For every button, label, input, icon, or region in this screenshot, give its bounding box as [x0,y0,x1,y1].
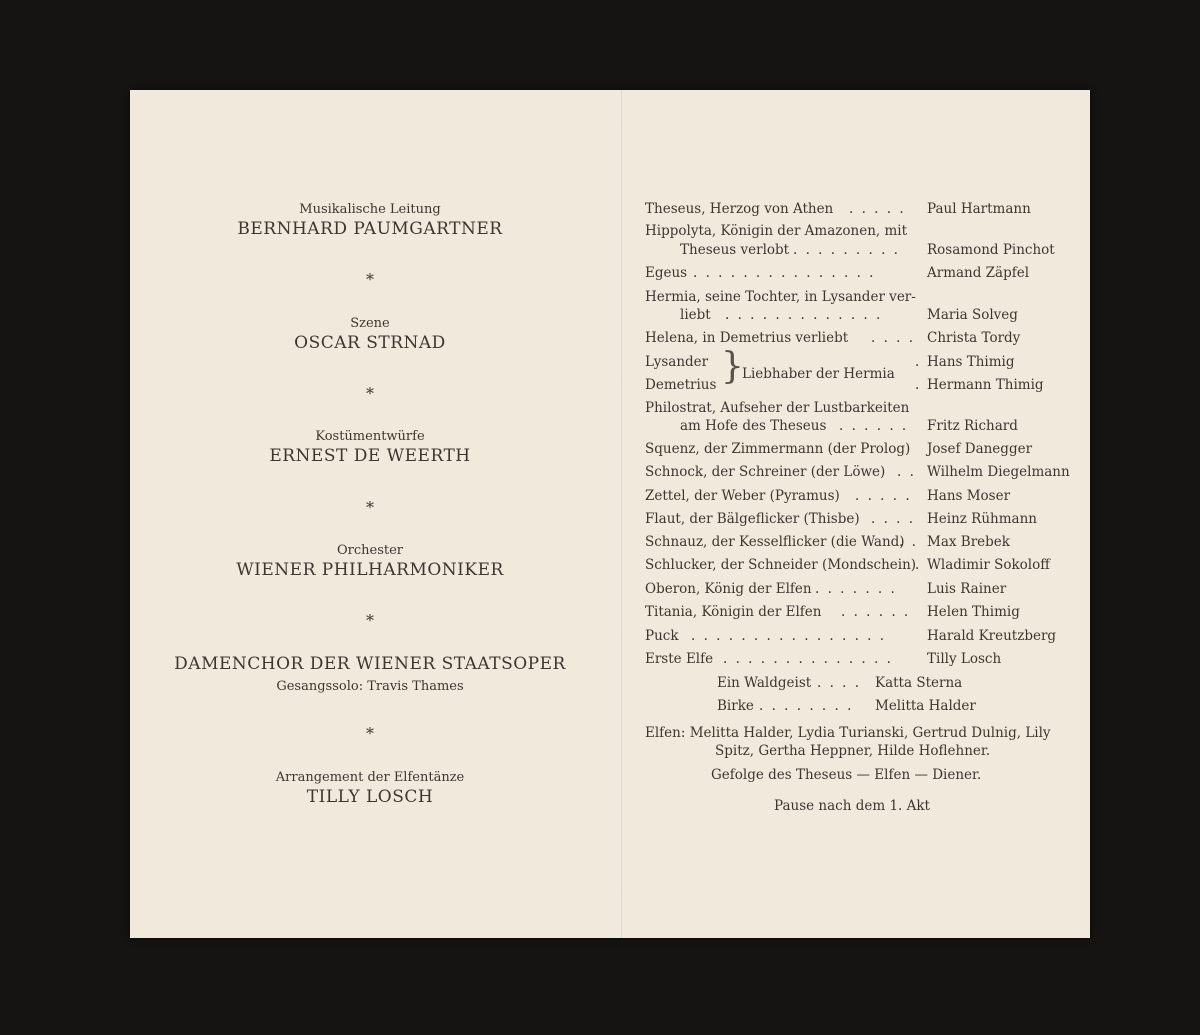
character-name: Ein Waldgeist [717,675,812,691]
actor-name: Fritz Richard [927,418,1018,434]
character-name: Helena, in Demetrius verliebt [645,330,849,346]
cast-row [645,581,1075,601]
character-name: Theseus verlobt [680,242,790,258]
cast-row [645,488,1075,508]
leader-dots: . . . . . . . . . . . . . . . [693,265,876,281]
cast-row [645,418,1075,438]
leader-dots: . . . . . . . [815,581,897,597]
actor-name: Wladimir Sokoloff [927,557,1050,573]
actor-name: Katta Sterna [875,675,963,691]
character-name: Philostrat, Aufseher der Lustbarkeiten [645,400,910,416]
separator-star: * [366,724,374,743]
character-name: Squenz, der Zimmermann (der Prolog) [645,441,911,457]
character-name: am Hofe des Theseus [680,418,827,434]
cast-row [645,604,1075,624]
credit-role: Orchester [336,543,404,558]
actor-name: Max Brebek [927,534,1010,550]
cast-row [645,307,1075,327]
shared-role: Liebhaber der Hermia [742,366,895,382]
credit-scene [130,315,610,355]
character-name: Hippolyta, Königin der Amazonen, mit [645,223,908,239]
credit-name: ERNEST DE WEERTH [269,446,471,466]
character-name: Theseus, Herzog von Athen [645,201,834,217]
leader-dots: . . [897,464,916,480]
actor-name: Maria Solveg [927,307,1018,323]
actor-name: Luis Rainer [927,581,1007,597]
leader-dots: . . . . . . . . . [793,242,900,258]
leader-dots: . . . . . [855,488,912,504]
separator-star: * [366,611,374,630]
character-name: Puck [645,628,679,644]
character-name: Schnock, der Schreiner (der Löwe) [645,464,886,480]
separator-star: * [366,384,374,403]
cast-row [645,628,1075,648]
character-name: Lysander [645,354,709,370]
program-sheet [130,90,1090,938]
actor-name: Josef Danegger [927,441,1033,457]
leader-dots: . . . . . . . . [759,698,854,714]
actor-name: Melitta Halder [875,698,976,714]
leader-dots: . . . . . [849,201,906,217]
cast-row [645,698,1075,718]
credit-role: Musikalische Leitung [299,202,441,217]
actor-name: Hermann Thimig [927,377,1044,393]
character-name: Demetrius [645,377,717,393]
credit-role: Kostümentwürfe [315,429,425,444]
retinue-note: Gefolge des Theseus — Elfen — Diener. [711,767,982,783]
character-name: Titania, Königin der Elfen [645,604,822,620]
cast-row [645,441,1075,461]
credit-solo: Gesangssolo: Travis Thames [276,679,464,694]
character-name: Egeus [645,265,688,281]
actor-name: Heinz Rühmann [927,511,1037,527]
cast-row [645,242,1075,262]
cast-row [645,557,1075,577]
credit-role: Szene [350,316,390,331]
credit-dances [130,769,610,809]
leader-dots: . [915,557,922,573]
character-name: Hermia, seine Tochter, in Lysander ver- [645,289,916,305]
actor-name: Wilhelm Diegelmann [927,464,1070,480]
leader-dots: . . . . [871,330,916,346]
character-name: Schlucker, der Schneider (Mondschein) [645,557,917,573]
cast-row [645,330,1075,350]
credit-name: WIENER PHILHARMONIKER [236,560,504,580]
credit-orchestra [130,542,610,582]
credit-music [130,201,610,241]
character-name: Oberon, König der Elfen [645,581,812,597]
credit-name: OSCAR STRNAD [294,333,446,353]
credit-role: Arrangement der Elfentänze [275,770,465,785]
credit-choir [130,653,610,695]
actor-name: Hans Moser [927,488,1011,504]
cast-row [645,675,1075,695]
leader-dots: . . . . . . [841,604,911,620]
leader-dots: . [915,377,920,393]
credit-name: DAMENCHOR DER WIENER STAATSOPER [174,654,566,674]
leader-dots: . . . . . . [839,418,909,434]
credit-name: TILLY LOSCH [306,787,434,807]
character-name: Schnauz, der Kesselflicker (die Wand) [645,534,905,550]
actor-name: Hans Thimig [927,354,1015,370]
character-name: liebt [680,307,711,323]
actor-name: Rosamond Pinchot [927,242,1055,258]
leader-dots: . [915,354,920,370]
separator-star: * [366,270,374,289]
leader-dots: . . . . [871,511,916,527]
credit-name: BERNHARD PAUMGARTNER [237,219,503,239]
separator-star: * [366,498,374,517]
actor-name: Helen Thimig [927,604,1020,620]
brace-symbol: } [721,346,744,387]
cast-row [645,511,1075,531]
character-name: Flaut, der Bälgeflicker (Thisbe) [645,511,860,527]
character-name: Zettel, der Weber (Pyramus) [645,488,840,504]
leader-dots: . . . . . . . . . . . . . . [723,651,893,667]
cast-row [645,464,1075,484]
elfen-list: Spitz, Gertha Heppner, Hilde Hoflehner. [715,743,991,759]
actor-name: Armand Zäpfel [927,265,1030,281]
cast-row [645,534,1075,554]
leader-dots: . . . . . . . . . . . . . . . . [691,628,887,644]
actor-name: Paul Hartmann [927,201,1031,217]
actor-name: Tilly Losch [927,651,1002,667]
character-name: Erste Elfe [645,651,714,667]
cast-row [645,651,1075,671]
leader-dots: . . . . [817,675,862,691]
cast-row [645,265,1075,285]
cast-row [645,201,1075,221]
leader-dots: . . [899,534,918,550]
character-name: Birke [717,698,754,714]
center-fold [621,90,623,938]
intermission-note: Pause nach dem 1. Akt [774,798,930,814]
leader-dots: . . . . . . . . . . . . . [725,307,883,323]
credit-costume [130,428,610,468]
actor-name: Harald Kreutzberg [927,628,1057,644]
elfen-list: Elfen: Melitta Halder, Lydia Turianski, Gertrud Dulnig, Lily [645,725,1051,741]
actor-name: Christa Tordy [927,330,1021,346]
